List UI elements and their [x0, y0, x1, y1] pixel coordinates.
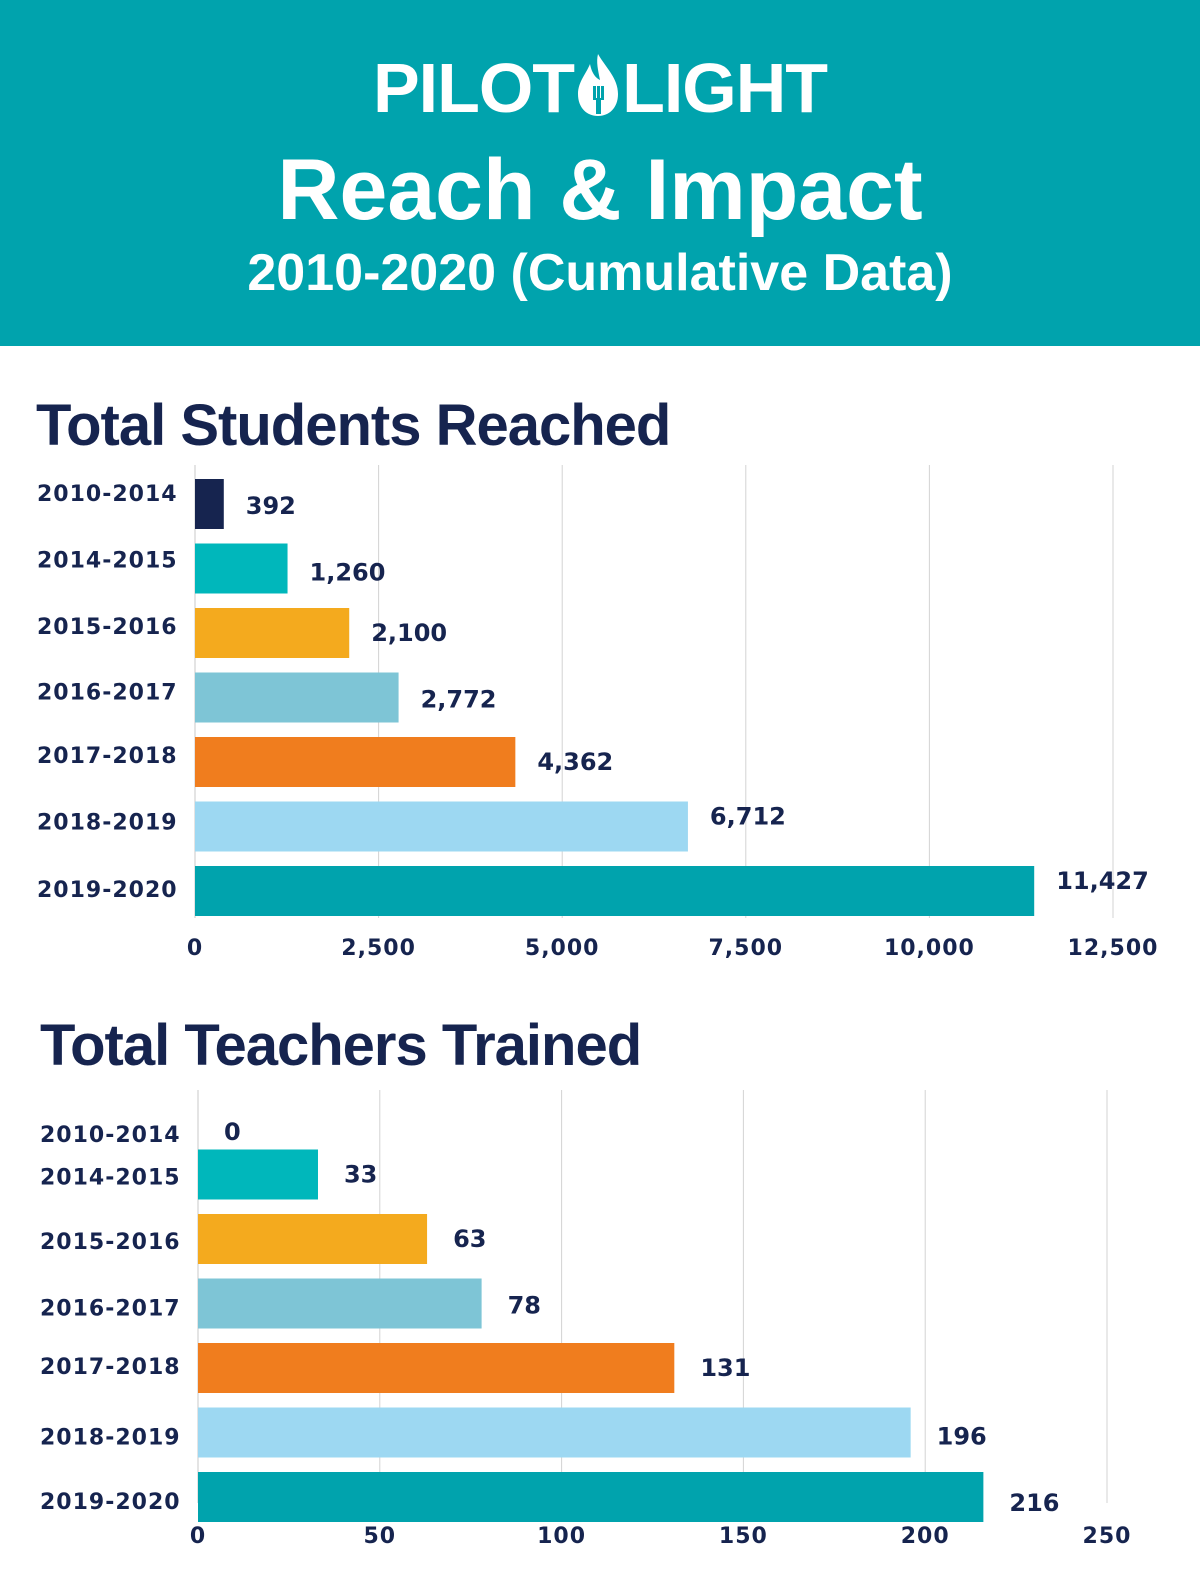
category-label: 2015-2016 [37, 615, 178, 640]
x-tick-label: 0 [189, 1524, 207, 1549]
teachers-chart-title: Total Teachers Trained [40, 1013, 642, 1078]
bar [198, 1472, 983, 1522]
category-label: 2014-2015 [37, 548, 178, 574]
data-label: 78 [507, 1291, 542, 1320]
category-label: 2010-2014 [37, 482, 178, 507]
category-label: 2014-2015 [40, 1165, 181, 1191]
x-tick-label: 50 [363, 1524, 397, 1549]
data-label: 2,772 [420, 685, 497, 714]
bar [195, 737, 515, 787]
x-tick-label: 200 [900, 1524, 950, 1549]
page-subtitle: 2010-2020 (Cumulative Data) [247, 244, 953, 302]
data-label: 196 [936, 1422, 987, 1451]
students-bar-chart [0, 460, 1200, 970]
x-tick-label: 100 [537, 1524, 587, 1549]
bar [198, 1214, 427, 1264]
flame-fork-icon [576, 52, 620, 118]
data-label: 216 [1009, 1489, 1060, 1517]
category-label: 2016-2017 [37, 680, 178, 706]
x-tick-label: 250 [1082, 1524, 1132, 1549]
category-label: 2019-2020 [40, 1490, 181, 1515]
data-label: 6,712 [709, 802, 786, 831]
x-tick-label: 2,500 [341, 936, 416, 961]
teachers-bar-chart [0, 1085, 1200, 1575]
category-label: 2010-2014 [40, 1123, 181, 1148]
category-label: 2018-2019 [37, 810, 178, 836]
data-label: 4,362 [537, 748, 614, 776]
bar [198, 1150, 318, 1200]
bar [195, 479, 224, 529]
bar [198, 1343, 674, 1393]
data-label: 2,100 [371, 619, 448, 647]
category-label: 2017-2018 [37, 744, 178, 769]
x-tick-label: 12,500 [1067, 936, 1159, 961]
data-label: 63 [453, 1225, 487, 1253]
x-tick-label: 10,000 [883, 936, 975, 961]
bar [195, 802, 688, 852]
bar [195, 866, 1034, 916]
x-tick-label: 7,500 [708, 936, 784, 961]
category-label: 2019-2020 [37, 878, 178, 903]
bar [195, 544, 288, 594]
category-label: 2016-2017 [40, 1296, 181, 1322]
bar [195, 608, 349, 658]
bar [198, 1279, 482, 1329]
bar [198, 1408, 911, 1458]
students-chart-title: Total Students Reached [36, 393, 671, 458]
data-label: 131 [700, 1354, 751, 1382]
x-tick-label: 150 [718, 1524, 768, 1549]
pilotlight-logo [0, 49, 1200, 127]
x-tick-label: 5,000 [524, 936, 600, 961]
data-label: 392 [245, 492, 296, 520]
logo-text-left: PILOT [372, 49, 575, 127]
header-banner [0, 0, 1200, 346]
data-label: 33 [343, 1160, 378, 1189]
category-label: 2015-2016 [40, 1230, 181, 1255]
data-label: 11,427 [1056, 867, 1149, 895]
logo-text-right: LIGHT [622, 49, 828, 127]
bar [195, 673, 399, 723]
x-tick-label: 0 [186, 936, 204, 961]
data-label: 1,260 [309, 558, 386, 587]
page-title: Reach & Impact [277, 142, 923, 238]
data-label: 0 [224, 1118, 241, 1146]
category-label: 2018-2019 [40, 1425, 181, 1451]
category-label: 2017-2018 [40, 1355, 181, 1380]
